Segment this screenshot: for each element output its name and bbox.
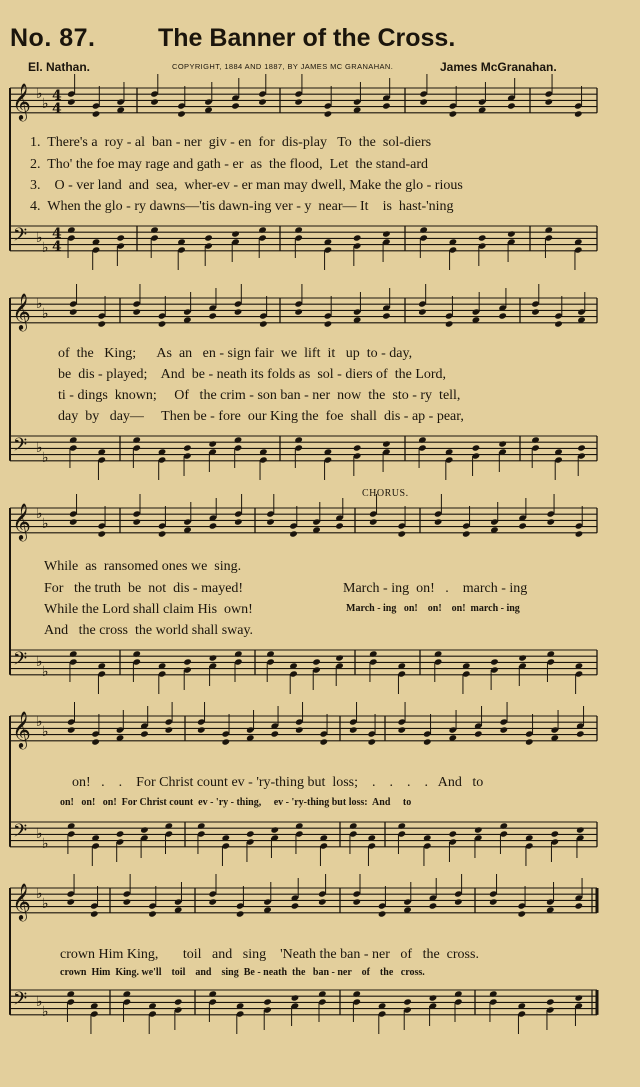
note-head [116,234,125,241]
note-head [97,530,106,537]
flat-icon: ♭ [36,86,43,102]
note-head [353,234,362,241]
flat-icon: ♭ [42,1004,49,1020]
bass-clef-icon: 𝄢 [13,649,28,674]
flat-icon: ♭ [42,96,49,112]
note-head [382,102,391,109]
note-head [448,830,457,837]
chorus-lower-lyric: crown Him King. we'll toil and sing Be - neath the ban - ner of the cross. [60,967,425,978]
note-head [123,898,132,905]
note-head [324,110,333,117]
note-head [208,440,217,447]
note-head [382,312,391,319]
note-head [574,994,583,1001]
note-head [91,738,100,745]
note-head [574,110,583,117]
time-signature: 4 [52,239,62,255]
verse-line: While the Lord shall claim His own! [44,602,253,617]
verse-line: be dis - played; And be - neath its folds as sol - diers of the Lord, [58,367,447,382]
note-head [208,312,217,319]
note-head [574,902,583,909]
note-head [525,738,534,745]
note-head [263,998,272,1005]
note-head [507,230,516,237]
note-head [246,830,255,837]
flat-icon: ♭ [42,516,49,532]
note-head [554,320,563,327]
treble-clef-icon: 𝄞 [12,502,31,540]
note-head [335,522,344,529]
note-head [546,518,555,525]
verse-line: 1. There's a roy - al ban - ner giv - en for dis-play To the sol-diers [30,135,432,150]
note-head [69,518,78,525]
note-head [445,320,454,327]
note-head [576,826,585,833]
note-head [67,98,76,105]
verse-line: of the King; As an en - sign fair we lift it up to - day, [58,346,413,361]
note-head [382,440,391,447]
note-head [234,308,243,315]
copyright-notice: COPYRIGHT, 1884 AND 1887, BY JAMES MC GRANAHAN. [172,62,394,71]
note-head [423,738,432,745]
note-head [498,312,507,319]
verse-line: ti - dings known; Of the crim - son ban - ner now the sto - ry tell, [58,388,461,403]
note-head [449,110,458,117]
note-head [132,308,141,315]
note-head [544,98,553,105]
note-head [258,98,267,105]
note-head [174,998,183,1005]
chorus-upper-lyric: on! . . For Christ count ev - 'ry-thing but loss; . . . . And to [72,775,484,790]
composer: James McGranahan. [440,60,557,74]
hymn-number: No. 87. [10,24,96,52]
note-head [140,730,149,737]
time-signature: 4 [52,101,62,117]
bass-clef-icon: 𝄢 [13,225,28,250]
note-head [231,102,240,109]
note-head [319,738,328,745]
note-head [474,826,483,833]
note-head [517,910,526,917]
note-head [419,98,428,105]
note-head [197,726,206,733]
note-head [369,518,378,525]
note-head [324,320,333,327]
note-head [352,898,361,905]
note-head [295,726,304,733]
flat-icon: ♭ [42,450,49,466]
flat-icon: ♭ [36,714,43,730]
note-head [353,444,362,451]
note-head [165,726,174,733]
note-head [318,898,327,905]
flat-icon: ♭ [42,306,49,322]
note-head [335,654,344,661]
note-head [397,726,406,733]
verse-line: For the truth be not dis - mayed! [44,581,244,596]
flat-icon: ♭ [36,440,43,456]
note-head [472,444,481,451]
verse-line: And the cross the world shall sway. [44,623,254,638]
note-head [231,230,240,237]
note-head [221,738,230,745]
note-head [116,830,125,837]
chorus-upper-lyric: crown Him King, toil and sing 'Neath the ban - ner of the cross. [60,947,479,962]
note-head [266,518,275,525]
treble-clef-icon: 𝄞 [12,82,31,120]
treble-clef-icon: 𝄞 [12,710,31,748]
note-head [378,910,387,917]
note-head [294,98,303,105]
note-head [312,658,321,665]
note-head [92,110,101,117]
chorus-upper-lyric: March - ing on! . march - ing [343,581,528,596]
flat-icon: ♭ [36,826,43,842]
flat-icon: ♭ [36,230,43,246]
flat-icon: ♭ [42,896,49,912]
note-head [434,518,443,525]
note-head [499,726,508,733]
note-head [69,308,78,315]
note-head [418,308,427,315]
flat-icon: ♭ [42,836,49,852]
note-head [294,308,303,315]
note-head [367,738,376,745]
note-head [349,726,358,733]
note-head [234,518,243,525]
note-head [577,444,586,451]
note-head [518,654,527,661]
note-head [550,830,559,837]
note-head [97,320,106,327]
chorus-label: CHORUS. [362,488,409,499]
flat-icon: ♭ [42,724,49,740]
flat-icon: ♭ [36,296,43,312]
note-head [177,110,186,117]
hymn-title: The Banner of the Cross. [158,24,456,52]
verse-line: day by day— Then be - fore our King the foe shall dis - ap - pear, [58,409,464,424]
flat-icon: ♭ [36,506,43,522]
note-head [429,994,438,1001]
note-head [403,998,412,1005]
note-head [208,898,217,905]
note-head [531,308,540,315]
note-head [67,726,76,733]
time-signature: 4 [52,226,62,242]
note-head [132,518,141,525]
note-head [490,658,499,665]
note-head [270,826,279,833]
treble-clef-icon: 𝄞 [12,292,31,330]
note-head [429,902,438,909]
note-head [209,522,218,529]
note-head [158,530,167,537]
note-head [474,730,483,737]
flat-icon: ♭ [42,664,49,680]
note-head [489,898,498,905]
note-head [397,530,406,537]
note-head [291,902,300,909]
lyricist: El. Nathan. [28,60,91,74]
note-head [259,320,268,327]
note-head [507,102,516,109]
note-head [289,530,298,537]
note-head [236,910,245,917]
note-head [90,910,99,917]
note-head [209,654,218,661]
note-head [140,826,149,833]
verse-line: 3. O - ver land and sea, wher-ev - er man may dwell, Make the glo - rious [30,178,463,193]
verse-line: 2. Tho' the foe may rage and gath - er as the flood, Let the stand-ard [30,157,429,172]
note-head [148,910,157,917]
chorus-lower-lyric: March - ing on! on! on! march - ing [346,603,520,614]
note-head [150,98,159,105]
bass-clef-icon: 𝄢 [13,821,28,846]
verse-line: While as ransomed ones we sing. [44,559,242,574]
note-head [382,230,391,237]
note-head [462,530,471,537]
note-head [270,730,279,737]
flat-icon: ♭ [42,240,49,256]
note-head [498,440,507,447]
note-head [576,730,585,737]
bass-clef-icon: 𝄢 [13,989,28,1014]
flat-icon: ♭ [36,994,43,1010]
verse-line: 4. When the glo - ry dawns—'tis dawn-ing ver - y near— It is hast-'ning [30,199,454,214]
note-head [183,444,192,451]
note-head [204,234,213,241]
flat-icon: ♭ [36,654,43,670]
bass-clef-icon: 𝄢 [13,435,28,460]
time-signature: 4 [52,88,62,104]
note-head [518,522,527,529]
note-head [158,320,167,327]
flat-icon: ♭ [36,886,43,902]
note-head [183,658,192,665]
treble-clef-icon: 𝄞 [12,882,31,920]
chorus-lower-lyric: on! on! on! For Christ count ev - 'ry - thing, ev - 'ry-thing but loss: And to [60,797,412,808]
note-head [66,898,75,905]
note-head [454,898,463,905]
note-head [546,998,555,1005]
note-head [478,234,487,241]
note-head [575,530,584,537]
note-head [291,994,300,1001]
